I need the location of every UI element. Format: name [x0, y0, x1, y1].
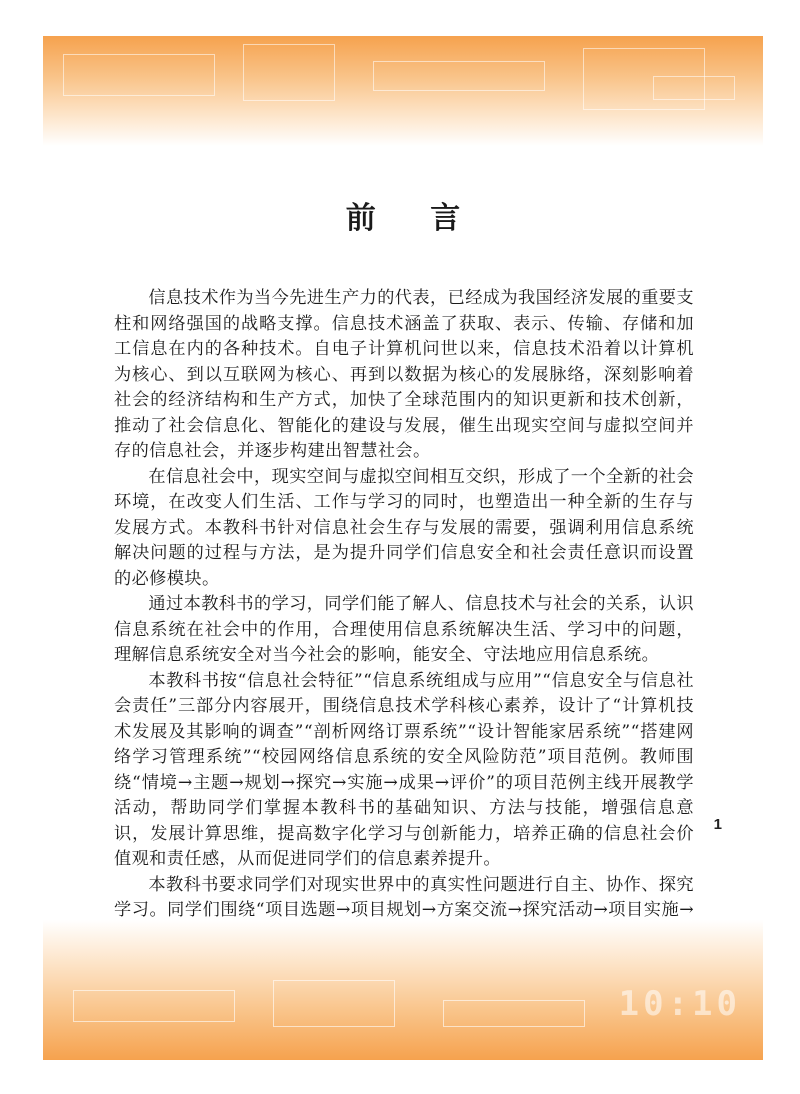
- page-number: 1: [713, 816, 722, 833]
- paragraph: 本教科书按“信息社会特征”“信息系统组成与应用”“信息安全与信息社会责任”三部分内容展开，围绕信息技术学科核心素养，设计了“计算机技术发展及其影响的调查”“剖析网络订票系统”“设计智能家居系统”“搭建网络学习管理系统”“校园网络信息系统的安全风险防范”项目范例。教师围绕“情境→主题→规划→探究→实施→成果→评价”的项目范例主线开展教学活动，帮助同学们掌握本教科书的基础知识、方法与技能，增强信息意识，发展计算思维，提高数字化学习与创新能力，培养正确的信息社会价值观和责任感，从而促进同学们的信息素养提升。: [114, 670, 694, 869]
- paragraph: 在信息社会中，现实空间与虚拟空间相互交织，形成了一个全新的社会环境，在改变人们生活、工作与学习的同时，也塑造出一种全新的生存与发展方式。本教科书针对信息社会生存与发展的需要，强调利用信息系统解决问题的过程与方法，是为提升同学们信息安全和社会责任意识而设置的必修模块。: [114, 466, 694, 589]
- paragraph: 信息技术作为当今先进生产力的代表，已经成为我国经济发展的重要支柱和网络强国的战略支撑。信息技术涵盖了获取、表示、传输、存储和加工信息在内的各种技术。自电子计算机问世以来，信息技术沿着以计算机为核心、到以互联网为核心、再到以数据为核心的发展脉络，深刻影响着社会的经济结构和生产方式，加快了全球范围内的知识更新和技术创新，推动了社会信息化、智能化的建设与发展，催生出现实空间与虚拟空间并存的信息社会，并逐步构建出智慧社会。: [114, 288, 694, 461]
- paragraph: 通过本教科书的学习，同学们能了解人、信息技术与社会的关系，认识信息系统在社会中的作用，合理使用信息系统解决生活、学习中的问题，理解信息系统安全对当今社会的影响，能安全、守法地应用信息系统。: [114, 594, 694, 665]
- page-title: 前 言: [345, 201, 483, 236]
- bottom-decorative-banner: [43, 920, 763, 1060]
- decorative-digits-graphic: 10:10: [618, 984, 741, 1024]
- book-page: [43, 36, 763, 1060]
- top-decorative-banner: [43, 36, 763, 146]
- preface-body: [114, 286, 694, 949]
- paragraph: 本教科书要求同学们对现实世界中的真实性问题进行自主、协作、探究学习。同学们围绕“项目选题→项目规划→方案交流→探究活动→项目实施→: [114, 874, 694, 920]
